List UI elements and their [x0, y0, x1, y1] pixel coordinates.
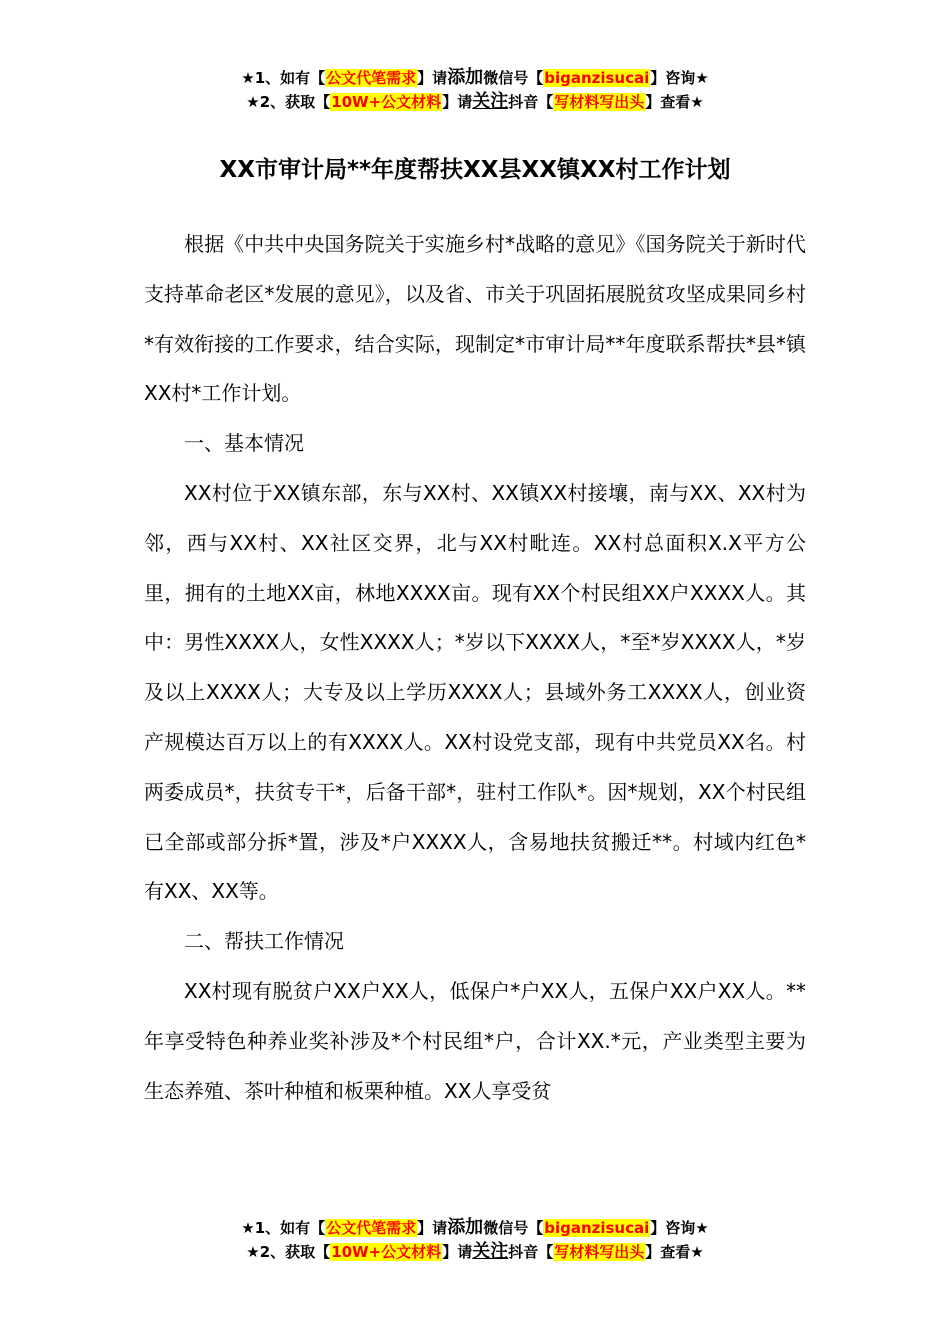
banner-text: 微信号【: [483, 1219, 544, 1237]
banner-douyin-id: 写材料写出头: [554, 93, 645, 111]
banner-text: 抖音【: [508, 93, 554, 111]
banner-highlight: 公文代笔需求: [326, 1219, 417, 1237]
banner-line-2: [0, 90, 950, 114]
document-body: [144, 220, 806, 1116]
banner-text: 抖音【: [508, 1243, 554, 1261]
section-heading-assistance: 二、帮扶工作情况: [184, 929, 344, 954]
banner-highlight: 10W+公文材料: [331, 1243, 442, 1261]
banner-line-1: [0, 66, 950, 90]
banner-highlight: 公文代笔需求: [326, 69, 417, 87]
banner-text: 】请: [417, 1219, 448, 1237]
document-title: XX市审计局**年度帮扶XX县XX镇XX村工作计划: [219, 157, 731, 183]
banner-emphasis: 关注: [472, 1241, 509, 1262]
banner-emphasis: 添加: [447, 1217, 484, 1238]
banner-text: ★1、如有【: [241, 69, 326, 87]
banner-text: ★2、获取【: [246, 93, 331, 111]
banner-text: 】请: [417, 69, 448, 87]
section-heading-basic-info: 一、基本情况: [184, 431, 304, 456]
paragraph-basic-info: XX村位于XX镇东部，东与XX村、XX镇XX村接壤，南与XX、XX村为邻，西与XX村、XX社区交界，北与XX村毗连。XX村总面积X.X平方公里，拥有的土地XX亩，林地XXXX亩。现有XX个村民组XX户XXXX人。其中：男性XXXX人，女性XXXX人；*岁以下XXXX人，*至*岁XXXX人，*岁及以上XXXX人；大专及以上学历XXXX人；县域外务工XXXX人，创业资产规模达百万以上的有XXXX人。XX村设党支部，现有中共党员XX名。村两委成员*，扶贫专干*，后备干部*，驻村工作队*。因*规划，XX个村民组已全部或部分拆*置，涉及*户XXXX人，含易地扶贫搬迁**。村域内红色*有XX、XX等。: [144, 480, 806, 904]
banner-highlight: 10W+公文材料: [331, 93, 442, 111]
banner-line-2: [0, 1240, 950, 1264]
paragraph-assistance: XX村现有脱贫户XX户XX人，低保户*户XX人，五保户XX户XX人。**年享受特色种养业奖补涉及*个村民组*户，合计XX.*元，产业类型主要为生态养殖、茶叶种植和板栗种植。XX人享受贫: [144, 978, 806, 1103]
banner-douyin-id: 写材料写出头: [554, 1243, 645, 1261]
banner-text: 】咨询★: [650, 69, 709, 87]
banner-wechat-id: biganzisucai: [544, 1219, 650, 1237]
banner-text: 】查看★: [645, 1243, 704, 1261]
banner-emphasis: 添加: [447, 67, 484, 88]
bottom-banner: [0, 1216, 950, 1264]
banner-text: 微信号【: [483, 69, 544, 87]
banner-text: 】请: [442, 93, 473, 111]
banner-emphasis: 关注: [472, 91, 509, 112]
top-banner: [0, 66, 950, 114]
banner-text: ★2、获取【: [246, 1243, 331, 1261]
banner-line-1: [0, 1216, 950, 1240]
banner-text: 】查看★: [645, 93, 704, 111]
banner-wechat-id: biganzisucai: [544, 69, 650, 87]
banner-text: ★1、如有【: [241, 1219, 326, 1237]
banner-text: 】咨询★: [650, 1219, 709, 1237]
banner-text: 】请: [442, 1243, 473, 1261]
paragraph-intro: 根据《中共中央国务院关于实施乡村*战略的意见》《国务院关于新时代支持革命老区*发展的意见》，以及省、市关于巩固拓展脱贫攻坚成果同乡村*有效衔接的工作要求，结合实际，现制定*市审计局**年度联系帮扶*县*镇XX村*工作计划。: [144, 232, 806, 406]
